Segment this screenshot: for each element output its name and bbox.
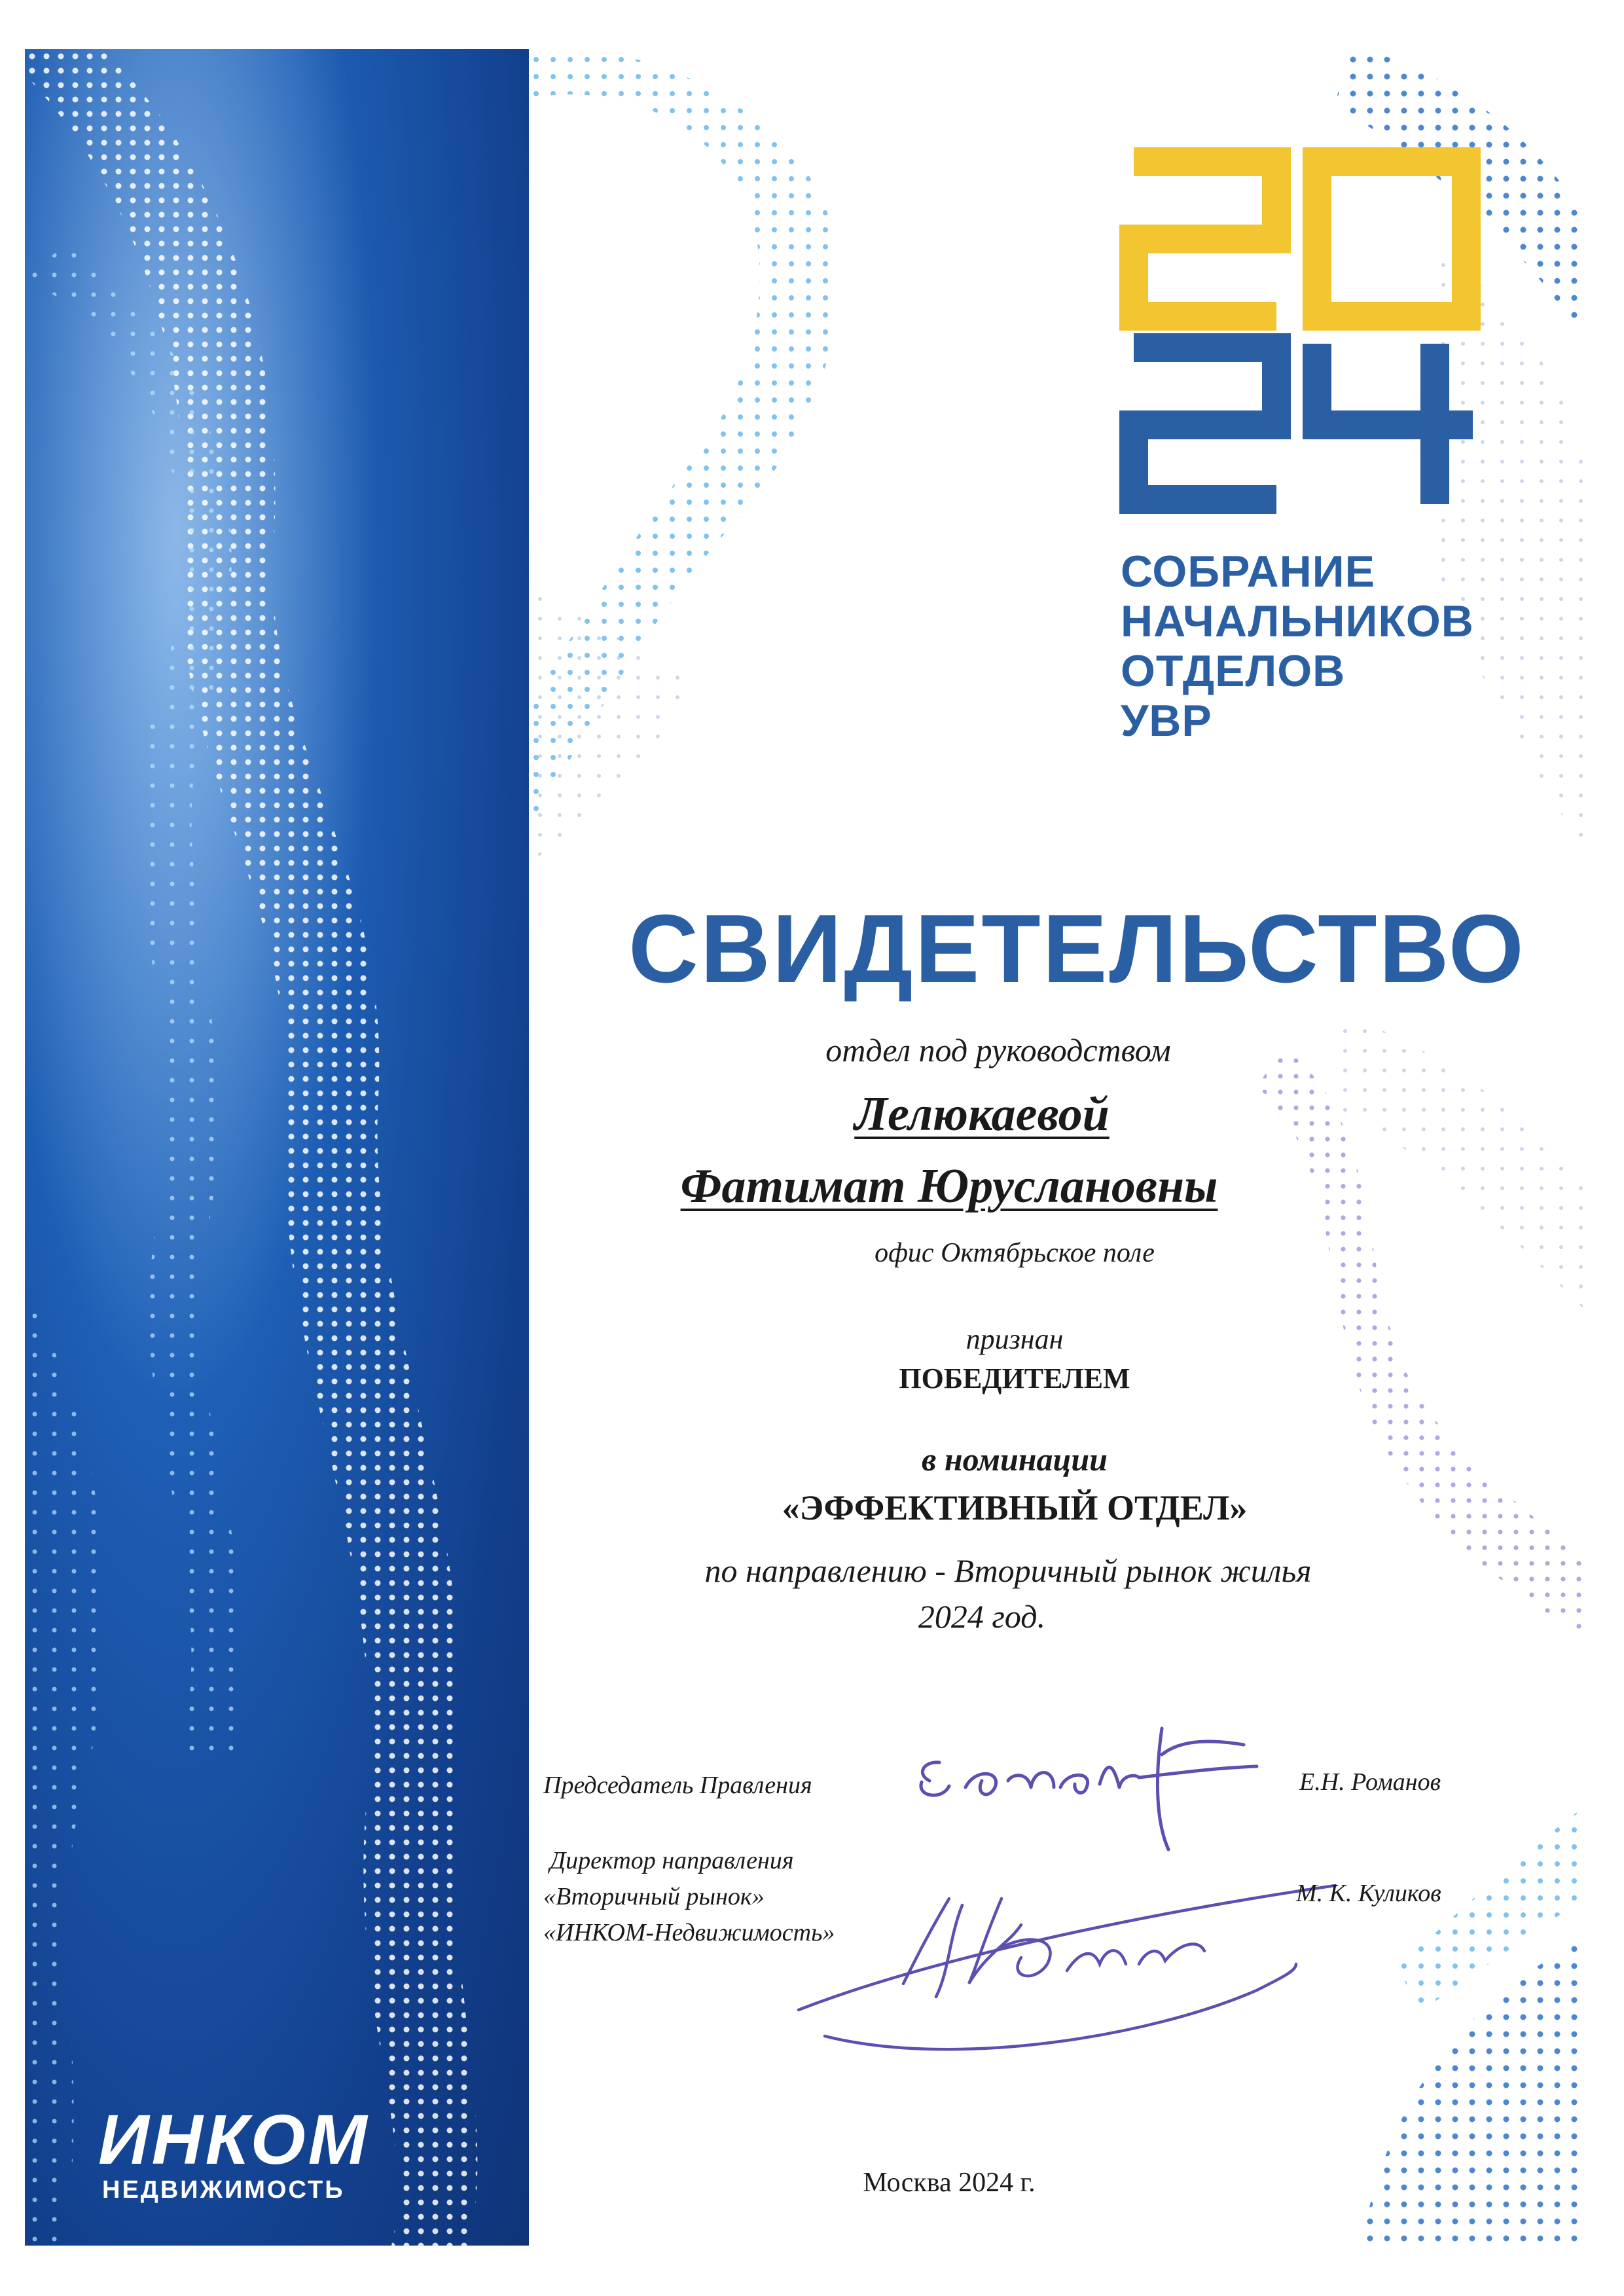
company-logo — [98, 2098, 370, 2204]
certificate-title: СВИДЕТЕЛЬСТВО — [628, 895, 1526, 1003]
nomination-name: «ЭФФЕКТИВНЫЙ ОТДЕЛ» — [782, 1488, 1248, 1527]
chair-title: Председатель Правления — [543, 1772, 812, 1799]
company-logo-name: ИНКОМ — [98, 2100, 370, 2179]
nomination-intro: в номинации — [922, 1441, 1108, 1478]
director-title-line3: «ИНКОМ-Недвижимость» — [543, 1919, 835, 1946]
direction-text: по направлению - Вторичный рынок жилья — [704, 1552, 1312, 1589]
recipient-surname: Лелюкаевой — [854, 1087, 1110, 1141]
director-title-line2: «Вторичный рынок» — [543, 1883, 765, 1910]
recognized-text: признан — [965, 1323, 1064, 1355]
event-title-line: СОБРАНИЕ — [1121, 547, 1376, 596]
company-logo-subtitle: НЕДВИЖИМОСТЬ — [102, 2176, 345, 2204]
director-name: М. К. Куликов — [1296, 1880, 1441, 1907]
city-year: Москва 2024 г. — [863, 2168, 1036, 2198]
event-title-line: НАЧАЛЬНИКОВ — [1121, 596, 1474, 646]
year-2024-logo — [1119, 147, 1486, 514]
event-title-line: ОТДЕЛОВ — [1121, 646, 1346, 696]
intro-text: отдел под руководством — [825, 1032, 1171, 1068]
event-title — [1121, 547, 1540, 746]
office-text: офис Октябрьское поле — [875, 1238, 1155, 1268]
award-year: 2024 год. — [918, 1598, 1046, 1635]
recipient-name: Фатимат Юруслановны — [680, 1159, 1218, 1213]
winner-status: ПОБЕДИТЕЛЕМ — [899, 1362, 1130, 1394]
event-title-line: УВР — [1121, 696, 1212, 746]
chair-name: Е.Н. Романов — [1299, 1768, 1441, 1796]
director-signature — [785, 1872, 1375, 2082]
chair-signature — [903, 1715, 1270, 1859]
director-title-line1: Директор направления — [550, 1847, 794, 1874]
